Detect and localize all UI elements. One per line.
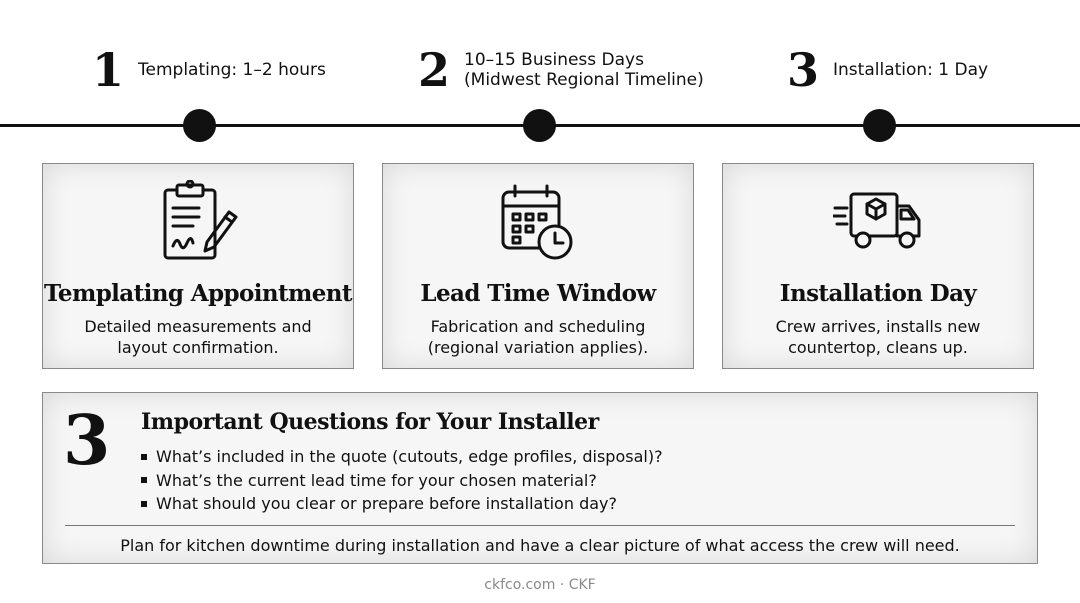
card-description: Detailed measurements and layout confirmation. [84, 317, 312, 357]
timeline-step-3 [787, 44, 988, 96]
bullet-icon [141, 501, 147, 507]
delivery-truck-icon [833, 180, 923, 266]
divider [65, 525, 1015, 526]
questions-list [141, 445, 663, 516]
card-lead-time [382, 163, 694, 369]
step-label: Installation: 1 Day [833, 60, 989, 80]
timeline-dot [863, 109, 896, 142]
step-number: 2 [418, 43, 451, 97]
list-item [141, 469, 663, 493]
card-description: Fabrication and scheduling (regional variation applies). [427, 317, 649, 357]
card-title: Lead Time Window [420, 280, 656, 307]
card-title: Installation Day [779, 280, 977, 307]
step-label: Templating: 1–2 hours [138, 60, 326, 80]
downtime-note: Plan for kitchen downtime during installation and have a clear picture of what access the crew will need. [120, 536, 960, 555]
question-text: What’s included in the quote (cutouts, edge profiles, disposal)? [156, 447, 663, 466]
card-installation [722, 163, 1034, 369]
question-text: What should you clear or prepare before installation day? [156, 494, 617, 513]
card-description: Crew arrives, installs new countertop, cleans up. [775, 317, 981, 357]
timeline-dot [523, 109, 556, 142]
card-title: Templating Appointment [44, 280, 352, 307]
step-label: 10–15 Business Days (Midwest Regional Timeline) [464, 50, 704, 90]
bullet-icon [141, 454, 147, 460]
bullet-icon [141, 477, 147, 483]
questions-title: Important Questions for Your Installer [141, 409, 599, 435]
questions-panel [42, 392, 1038, 564]
step-number: 3 [787, 43, 820, 97]
timeline-dot [183, 109, 216, 142]
clipboard-pencil-icon [153, 180, 243, 266]
timeline-step-1 [92, 44, 326, 96]
questions-number: 3 [63, 401, 111, 481]
timeline-step-2 [418, 44, 704, 96]
list-item [141, 445, 663, 469]
step-number: 1 [92, 43, 125, 97]
calendar-clock-icon [493, 180, 583, 266]
card-templating [42, 163, 354, 369]
footer-credit: ckfco.com · CKF [484, 577, 596, 593]
question-text: What’s the current lead time for your chosen material? [156, 470, 597, 490]
list-item [141, 492, 663, 516]
